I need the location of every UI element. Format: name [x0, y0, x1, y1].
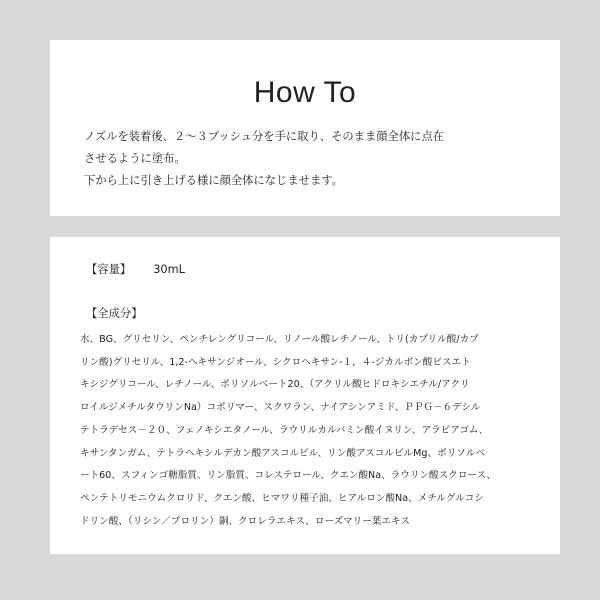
capacity-label: 【容量】 — [86, 263, 132, 276]
ingredients-line: テトラデセス－２０、フェノキシエタノール、ラウリルカルバミン酸イヌリン、アラビアゴム、 — [80, 424, 489, 436]
ingredients-line: 水、BG、グリセリン、ペンチレングリコール、リノール酸レチノール、トリ(カプリル酸/カプ — [80, 334, 479, 345]
ingredients-heading: 【全成分】 — [86, 307, 143, 320]
ingredients-line: ドリン酸、（リシン／プロリン）銅、クロレラエキス、ローズマリー葉エキス — [80, 515, 410, 527]
how-to-line: ノズルを装着後、２～３プッシュ分を手に取り、そのまま顔全体に点在 — [84, 130, 445, 143]
how-to-title: How To — [253, 76, 357, 109]
ingredients-line: キシジグリコール、レチノール、ポリソルベート20、（アクリル酸ヒドロキシエチル/アクリ — [80, 379, 470, 391]
ingredients-list — [80, 329, 542, 533]
capacity-row — [86, 261, 185, 277]
capacity-value: 30mL — [153, 263, 185, 276]
ingredients-line: ペンテトリモニウムクロリド、クエン酸、ヒマワリ種子油、ヒアルロン酸Na、メチルグルコシ — [80, 492, 484, 504]
how-to-line: させるように塗布。 — [84, 152, 186, 165]
ingredients-line: ート60、スフィンゴ糖脂質、リン脂質、コレステロール、クエン酸Na、ラウリン酸スクロース、 — [80, 470, 497, 482]
product-info-card — [50, 237, 560, 554]
how-to-instructions — [84, 126, 536, 192]
ingredients-line: キサンタンガム、テトラヘキシルデカン酸アスコルビル、リン酸アスコルビルMg、ポリソルベ — [80, 447, 486, 459]
how-to-card — [50, 40, 560, 216]
how-to-line: 下から上に引き上げる様に顔全体になじませます。 — [84, 174, 343, 187]
ingredients-line: ロイルジメチルタウリンNa）コポリマー、スクワラン、ナイアシンアミド、ＰＰＧ－６デシル — [80, 402, 481, 414]
ingredients-line: リン酸)グリセリル、1,2-ヘキサンジオール、シクロヘキサン-１，４-ジカルボン酸ビスエト — [80, 356, 471, 368]
